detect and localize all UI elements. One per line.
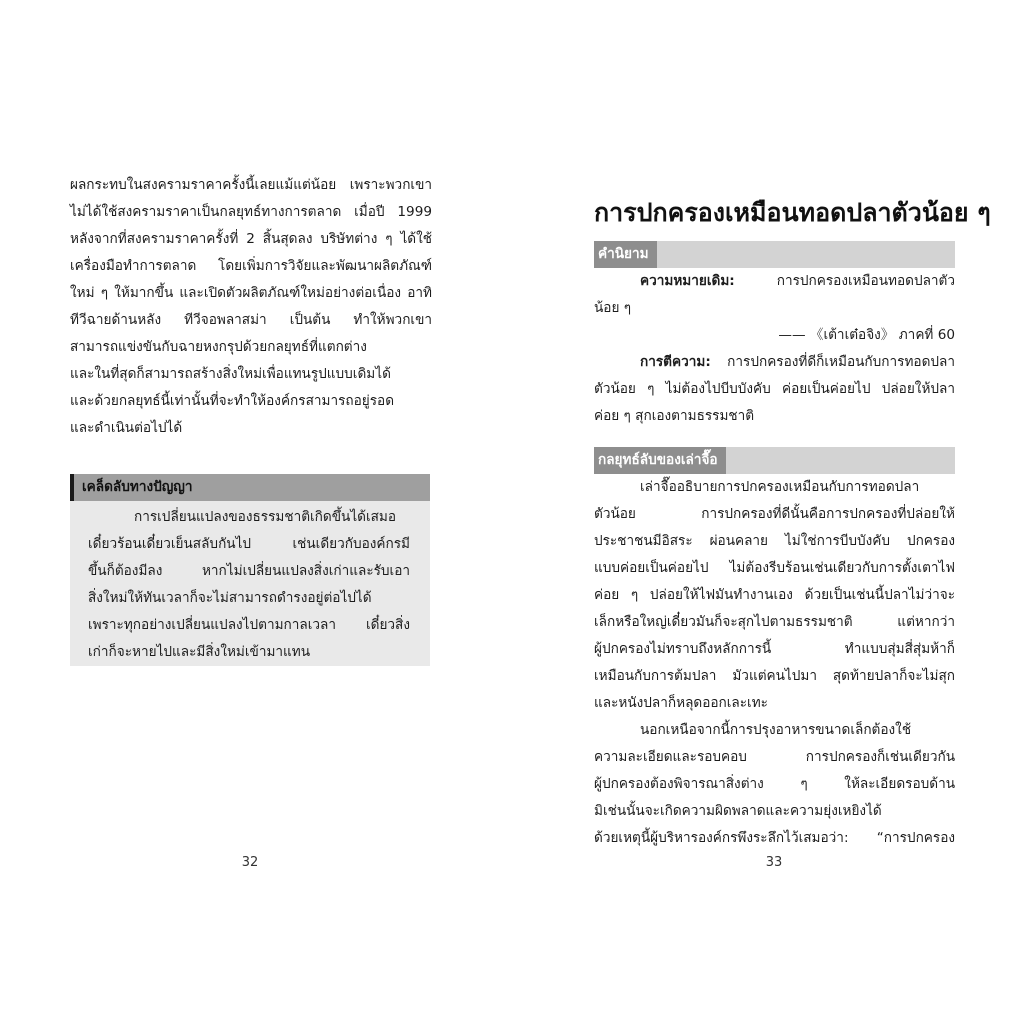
tip-line: ขึ้นก็ต้องมีลง หากไม่เปลี่ยนแปลงสิ่งเก่าและรับเอา [88, 563, 410, 579]
definition-section-bar [594, 241, 955, 268]
citation: —— 《เต้าเต๋อจิง》 ภาคที่ 60 [778, 327, 955, 343]
right-page [512, 0, 1024, 1024]
interpretation-line: ตัวน้อย ๆ ไม่ต้องไปบีบบังคับ ค่อยเป็นค่อยไป ปล่อยให้ปลา [594, 381, 955, 397]
strategy-section-bar [594, 447, 955, 474]
strategy-line: มิเช่นนั้นจะเกิดความผิดพลาดและความยุ่งเหยิงได้ [594, 803, 882, 819]
original-meaning-key: ความหมายเดิม: [640, 273, 735, 289]
strategy-line: เล็กหรือใหญ่เดี๋ยวมันก็จะสุกไปตามธรรมชาติ แต่หากว่า [594, 614, 955, 630]
tip-line: การเปลี่ยนแปลงของธรรมชาติเกิดขึ้นได้เสมอ [134, 509, 397, 525]
strategy-line: และหนังปลาก็หลุดออกเละเทะ [594, 695, 768, 711]
wisdom-tip-box [70, 474, 430, 666]
tip-line: เพราะทุกอย่างเปลี่ยนแปลงไปตามกาลเวลา เดี๋ยวสิ่ง [88, 617, 410, 633]
paragraph-line: หลังจากที่สงครามราคาครั้งที่ 2 สิ้นสุดลง บริษัทต่าง ๆ ได้ใช้ [70, 231, 432, 247]
paragraph-line: สามารถแข่งขันกับฉายหงกรุปด้วยกลยุทธ์ที่แตกต่าง [70, 339, 367, 355]
strategy-line: เหมือนกับการต้มปลา มัวแต่คนไปมา สุดท้ายปลาก็จะไม่สุก [594, 668, 955, 684]
interpretation-line [594, 349, 955, 376]
tip-line: เดี๋ยวร้อนเดี๋ยวเย็นสลับกันไป เช่นเดียวกับองค์กรมี [88, 536, 410, 552]
paragraph-line: และด้วยกลยุทธ์นี้เท่านั้นที่จะทำให้องค์กรสามารถอยู่รอด [70, 393, 395, 409]
interpretation-text: การปกครองที่ดีก็เหมือนกับการทอดปลา [710, 354, 955, 370]
strategy-line: ด้วยเหตุนี้ผู้บริหารองค์กรพึงระลึกไว้เสมอว่า: “การปกครอง [594, 830, 955, 846]
paragraph-line: และในที่สุดก็สามารถสร้างสิ่งใหม่เพื่อแทนรูปแบบเดิมได้ [70, 366, 391, 382]
strategy-line: เล่าจื๊ออธิบายการปกครองเหมือนกับการทอดปลา [640, 479, 920, 495]
strategy-line: นอกเหนือจากนี้การปรุงอาหารขนาดเล็กต้องใช้ [640, 722, 912, 738]
strategy-line: ประชาชนมีอิสระ ผ่อนคลาย ไม่ใช่การบีบบังคับ ปกครอง [594, 533, 955, 549]
page-number-right: 33 [765, 855, 783, 870]
interpretation-key: การตีความ: [640, 354, 711, 370]
strategy-line: ความละเอียดและรอบคอบ การปกครองก็เช่นเดียวกัน [594, 749, 955, 765]
paragraph-line: เครื่องมือทำการตลาด โดยเพิ่มการวิจัยและพัฒนาผลิตภัณฑ์ [70, 258, 432, 274]
page-number-left: 32 [241, 855, 259, 870]
wisdom-tip-header [70, 474, 430, 501]
header-accent-mark [70, 474, 74, 501]
tip-line: สิ่งใหม่ให้ทันเวลาก็จะไม่สามารถดำรงอยู่ต่อไปได้ [88, 590, 372, 606]
paragraph-line: ไม่ได้ใช้สงครามราคาเป็นกลยุทธ์ทางการตลาด เมื่อปี 1999 [70, 204, 432, 220]
strategy-line: ผู้ปกครองต้องพิจารณาสิ่งต่าง ๆ ให้ละเอียดรอบด้าน [594, 776, 955, 792]
original-meaning-line-2: น้อย ๆ [594, 300, 632, 316]
paragraph-line: และดำเนินต่อไปได้ [70, 420, 183, 436]
wisdom-tip-title: เคล็ดลับทางปัญญา [82, 479, 193, 495]
strategy-line: ผู้ปกครองไม่ทราบถึงหลักการนี้ ทำแบบสุ่มสี่สุ่มห้าก็ [594, 641, 955, 657]
strategy-line: ค่อย ๆ ปล่อยให้ไฟมันทำงานเอง ด้วยเป็นเช่นนี้ปลาไม่ว่าจะ [594, 587, 955, 603]
tip-line: เก่าก็จะหายไปและมีสิ่งใหม่เข้ามาแทน [88, 644, 311, 660]
strategy-line: แบบค่อยเป็นค่อยไป ไม่ต้องรีบร้อนเช่นเดียวกับการตั้งเตาไฟ [594, 560, 955, 576]
definition-label: คำนิยาม [594, 241, 657, 268]
original-meaning-text: การปกครองเหมือนทอดปลาตัว [734, 273, 955, 289]
paragraph-line: ใหม่ ๆ ให้มากขึ้น และเปิดตัวผลิตภัณฑ์ใหม่อย่างต่อเนื่อง อาทิ [70, 285, 432, 301]
paragraph-line: ผลกระทบในสงครามราคาครั้งนี้เลยแม้แต่น้อย เพราะพวกเขา [70, 177, 432, 193]
strategy-line: ตัวน้อย การปกครองที่ดีนั้นคือการปกครองที่ปล่อยให้ [594, 506, 955, 522]
strategy-label: กลยุทธ์ลับของเล่าจื๊อ [594, 447, 726, 474]
interpretation-line: ค่อย ๆ สุกเองตามธรรมชาติ [594, 408, 755, 424]
chapter-heading: การปกครองเหมือนทอดปลาตัวน้อย ๆ [594, 198, 991, 227]
paragraph-line: ทีวีฉายด้านหลัง ทีวีจอพลาสม่า เป็นต้น ทำให้พวกเขา [70, 312, 432, 328]
original-meaning-line [594, 268, 955, 295]
